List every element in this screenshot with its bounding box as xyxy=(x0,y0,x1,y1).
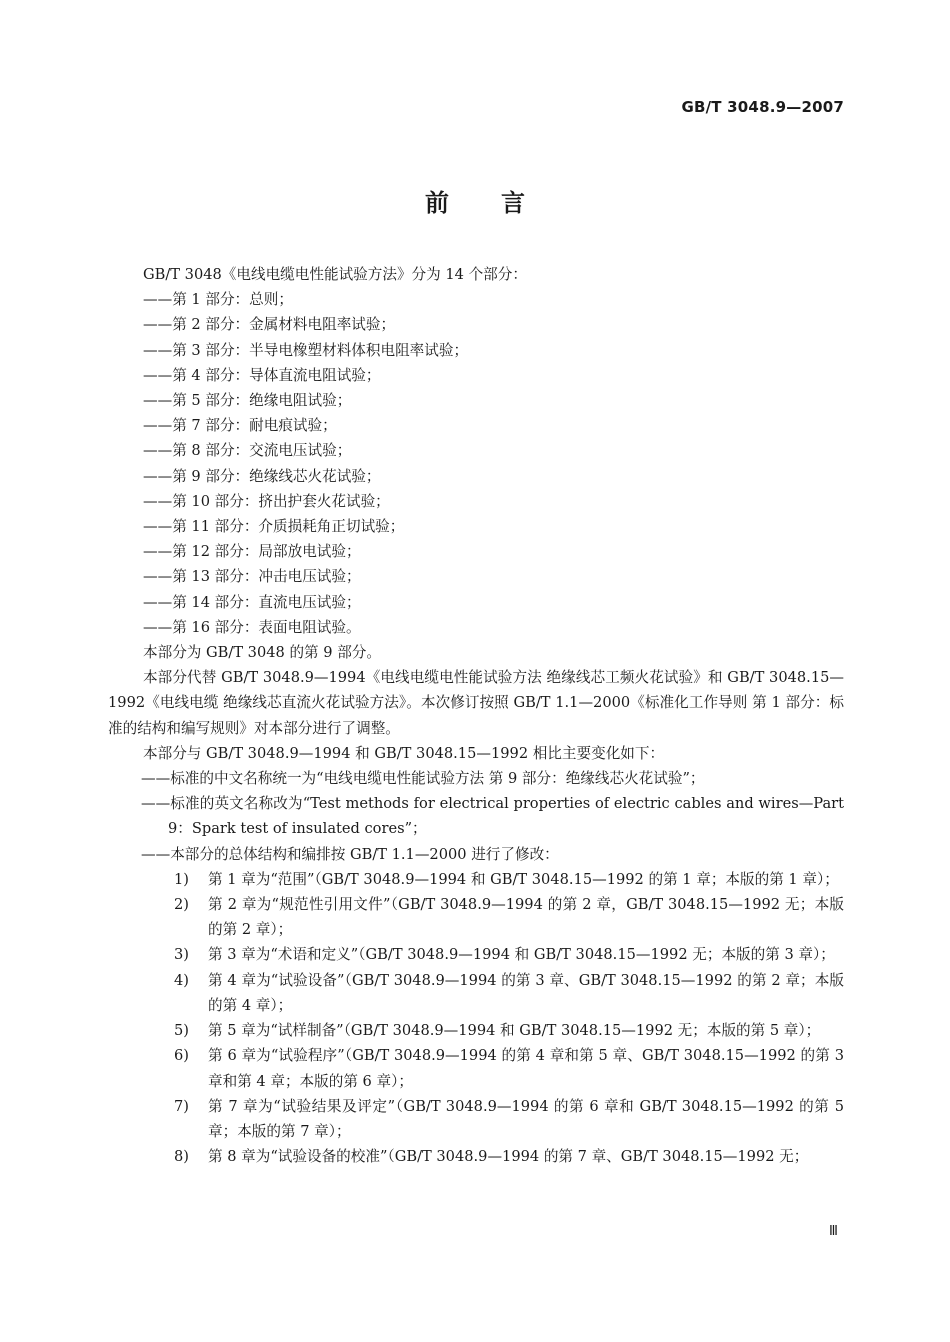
list-item: ——第 9 部分：绝缘线芯火花试验； xyxy=(143,467,381,485)
item-text: 第 1 章为“范围”（GB/T 3048.9—1994 和 GB/T 3048.15—1992 的第 1 章；本版的第 1 章）； xyxy=(208,870,839,888)
item-number: 3) xyxy=(174,946,189,964)
this-part-paragraph: 本部分为 GB/T 3048 的第 9 部分。 xyxy=(143,644,381,662)
list-item: ——第 10 部分：挤出护套火花试验； xyxy=(143,492,390,510)
numbered-item xyxy=(108,1018,844,1043)
item-number: 7) xyxy=(174,1097,189,1115)
list-item: ——第 13 部分：冲击电压试验； xyxy=(143,568,361,586)
numbered-item xyxy=(108,968,844,1018)
item-text: 第 3 章为“术语和定义”（GB/T 3048.9—1994 和 GB/T 3048.15—1992 无；本版的第 3 章）； xyxy=(208,946,835,964)
list-item: ——标准的中文名称统一为“电线电缆电性能试验方法 第 9 部分：绝缘线芯火花试验”； xyxy=(141,770,705,788)
list-item: ——第 12 部分：局部放电试验； xyxy=(143,543,361,561)
numbered-item xyxy=(108,942,844,967)
list-item: ——标准的英文名称改为“Test methods for electrical properties of electric cables and wires—Part 9：Spark test of insulated cores”； xyxy=(141,795,844,838)
changes-intro-paragraph: 本部分与 GB/T 3048.9—1994 和 GB/T 3048.15—1992 相比主要变化如下： xyxy=(143,744,665,762)
numbered-item xyxy=(108,1094,844,1144)
list-item: ——第 8 部分：交流电压试验； xyxy=(143,442,352,460)
numbered-item xyxy=(108,1144,844,1169)
structure-list xyxy=(108,867,844,1169)
list-item: ——第 11 部分：介质损耗角正切试验； xyxy=(143,518,405,536)
list-item: ——第 4 部分：导体直流电阻试验； xyxy=(143,366,381,384)
item-text: 第 4 章为“试验设备”（GB/T 3048.9—1994 的第 3 章、GB/T 3048.15—1992 的第 2 章；本版的第 4 章）； xyxy=(208,971,844,1014)
item-text: 第 8 章为“试验设备的校准”（GB/T 3048.9—1994 的第 7 章、GB/T 3048.15—1992 无； xyxy=(208,1148,809,1166)
document-code: GB/T 3048.9—2007 xyxy=(681,98,844,116)
item-number: 6) xyxy=(174,1047,189,1065)
list-item: ——第 7 部分：耐电痕试验； xyxy=(143,417,337,435)
foreword-body xyxy=(108,262,844,1169)
replaces-paragraph: 本部分代替 GB/T 3048.9—1994《电线电缆电性能试验方法 绝缘线芯工频火花试验》和 GB/T 3048.15—1992《电线电缆 绝缘线芯直流火花试验方法》。本次修订按照 GB/T 1.1—2000《标准化工作导则 第 1 部分：标准的结构和编写规则》对本部分进行了调整。 xyxy=(108,669,844,737)
list-item: ——第 5 部分：绝缘电阻试验； xyxy=(143,392,352,410)
list-item: ——第 2 部分：金属材料电阻率试验； xyxy=(143,316,396,334)
intro-paragraph: GB/T 3048《电线电缆电性能试验方法》分为 14 个部分： xyxy=(143,266,527,283)
numbered-item xyxy=(108,867,844,892)
page-number: Ⅲ xyxy=(829,1224,838,1239)
item-number: 8) xyxy=(174,1148,189,1166)
item-number: 4) xyxy=(174,971,189,989)
item-number: 1) xyxy=(174,870,189,888)
list-item: ——第 1 部分：总则； xyxy=(143,291,293,309)
list-item: ——第 14 部分：直流电压试验； xyxy=(143,593,361,611)
numbered-item xyxy=(108,892,844,942)
parts-list xyxy=(108,287,844,640)
changes-list xyxy=(108,766,844,867)
item-text: 第 2 章为“规范性引用文件”（GB/T 3048.9—1994 的第 2 章，GB/T 3048.15—1992 无；本版的第 2 章）； xyxy=(208,896,844,939)
item-text: 第 5 章为“试样制备”（GB/T 3048.9—1994 和 GB/T 3048.15—1992 无；本版的第 5 章）； xyxy=(208,1022,821,1040)
list-item: ——本部分的总体结构和编排按 GB/T 1.1—2000 进行了修改： xyxy=(141,845,559,863)
item-number: 5) xyxy=(174,1022,189,1040)
numbered-item xyxy=(108,1043,844,1093)
item-number: 2) xyxy=(174,896,189,914)
item-text: 第 7 章为“试验结果及评定”（GB/T 3048.9—1994 的第 6 章和 GB/T 3048.15—1992 的第 5 章；本版的第 7 章）； xyxy=(208,1097,844,1140)
list-item: ——第 16 部分：表面电阻试验。 xyxy=(143,618,361,636)
item-text: 第 6 章为“试验程序”（GB/T 3048.9—1994 的第 4 章和第 5 章、GB/T 3048.15—1992 的第 3 章和第 4 章；本版的第 6 章）； xyxy=(208,1047,844,1090)
page-title: 前言 xyxy=(425,189,577,217)
list-item: ——第 3 部分：半导电橡塑材料体积电阻率试验； xyxy=(143,341,469,359)
